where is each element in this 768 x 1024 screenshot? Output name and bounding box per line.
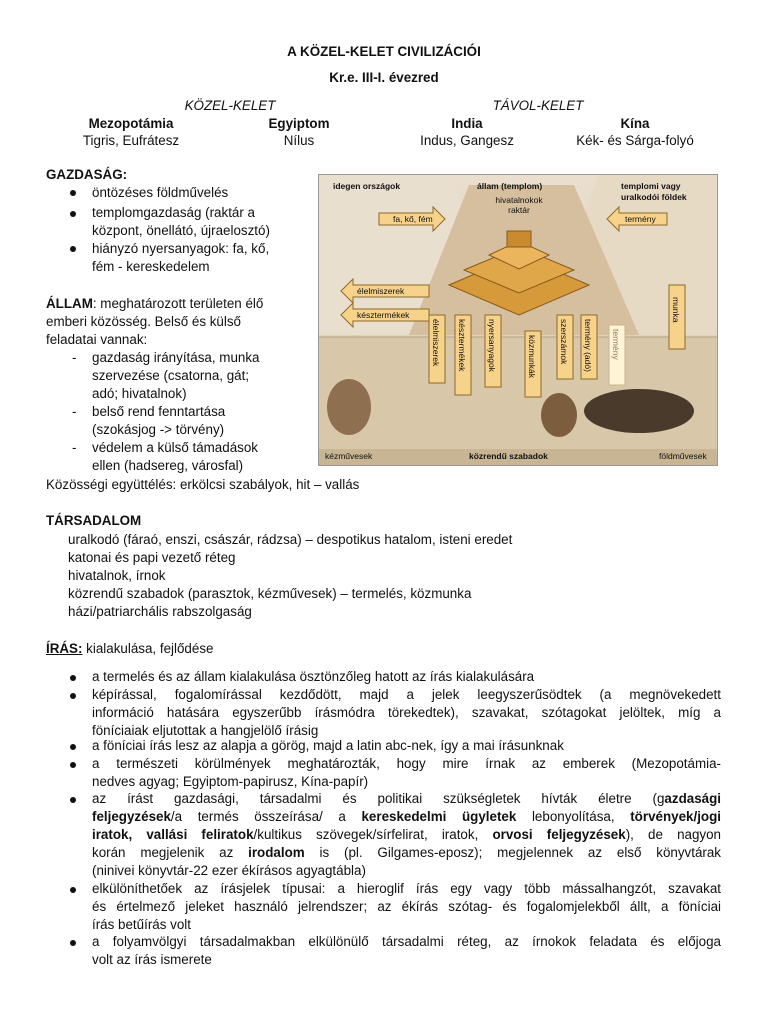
state-item: adó; hivatalnok) <box>92 386 187 401</box>
bullet <box>70 675 76 681</box>
economy-item: hiányzó nyersanyagok: fa, kő, <box>92 241 270 256</box>
writing-line: a termelés és az állam kialakulása ösztönzőleg hatott az írás kialakulására <box>92 669 535 684</box>
writing-span-bold: feljegyzések <box>92 809 171 824</box>
state-item: védelem a külső támadások <box>92 440 258 455</box>
arrow-label: termény <box>611 329 621 360</box>
diagram-label: földművesek <box>659 451 707 461</box>
bullet <box>70 693 76 699</box>
arrow-label: élelmiszerek <box>431 319 441 367</box>
region-india: India <box>451 116 483 131</box>
state-item: ellen (hadsereg, városfal) <box>92 458 244 473</box>
diagram-label: hivatalnokok <box>495 195 543 205</box>
bullet <box>70 744 76 750</box>
arrow-label: nyersanyagok <box>487 319 497 372</box>
writing-line <box>92 791 721 806</box>
diagram-label: állam (templom) <box>477 181 543 191</box>
writing-line <box>92 827 721 842</box>
writing-line <box>92 845 721 860</box>
society-line: közrendű szabadok (parasztok, kézművesek) – termelés, közmunka <box>68 586 472 601</box>
diagram-label: uralkodói földek <box>621 192 687 202</box>
arrow-label: szerszámok <box>559 319 569 365</box>
arrow-label: élelmiszerek <box>357 286 405 296</box>
bullet <box>70 762 76 768</box>
writing-heading: ÍRÁS: <box>46 641 83 656</box>
society-line: katonai és papi vezető réteg <box>68 550 236 565</box>
dash: - <box>72 404 77 419</box>
state-item: belső rend fenntartása <box>92 404 226 419</box>
dash: - <box>72 350 77 365</box>
writing-span-bold: irodalom <box>248 845 305 860</box>
economy-item: központ, önellátó, újraelosztó) <box>92 223 270 238</box>
rivers-mezopotamia: Tigris, Eufrátesz <box>82 133 180 148</box>
arrow-label: munka <box>671 297 681 323</box>
writing-line <box>92 809 721 824</box>
arrow-label: fa, kő, fém <box>393 214 433 224</box>
diagram-label: kézművesek <box>325 451 373 461</box>
arrow-label: termény <box>625 214 656 224</box>
economy-heading: GAZDASÁG: <box>46 167 128 182</box>
writing-span: /a termés összeírása/ a <box>170 809 362 824</box>
writing-span-bold: iratok, vallási feliratok <box>92 827 254 842</box>
state-heading: ÁLLAM <box>46 296 93 311</box>
society-heading: TÁRSADALOM <box>46 513 142 528</box>
writing-span: /kultikus szövegek/sírfelirat, iratok, <box>253 827 493 842</box>
writing-line: és értelmező jeleket használó jelrendszer; az ékírás szótag- és fogalomjelekből állt, a föníciai <box>92 899 721 914</box>
writing-line: (ninivei könyvtár-22 ezer ékírásos agyagtábla) <box>92 863 366 878</box>
society-line: uralkodó (fáraó, enszi, császár, rádzsa) – despotikus hatalom, isteni eredet <box>68 532 513 547</box>
diagram-illustration <box>319 175 717 465</box>
economy-item: templomgazdaság (raktár a <box>92 205 255 220</box>
economy-item: fém - kereskedelem <box>92 259 210 274</box>
bullet <box>70 797 76 803</box>
community-line: Közösségi együttélés: erkölcsi szabályok, hit – vallás <box>46 477 360 492</box>
bullet <box>70 887 76 893</box>
bullet <box>70 246 76 252</box>
writing-span-bold: azdasági <box>664 791 721 806</box>
page-title: A KÖZEL-KELET CIVILIZÁCIÓI <box>287 44 481 59</box>
state-intro: : meghatározott területen élő <box>92 296 264 311</box>
state-economy-diagram <box>318 174 718 466</box>
far-east-label: TÁVOL-KELET <box>492 98 584 113</box>
state-intro-line <box>46 296 263 311</box>
writing-span: ), de nagyon <box>625 827 722 842</box>
near-east-label: KÖZEL-KELET <box>184 98 276 113</box>
writing-span: lebonyolítása, <box>516 809 631 824</box>
writing-line: a folyamvölgyi társadalmakban elkülönülő társadalmi réteg, az írnokok feladata és előjoga <box>92 934 721 949</box>
writing-span: korán megjelenik az <box>92 845 249 860</box>
writing-line: volt az írás ismerete <box>92 952 212 967</box>
writing-line: a természeti körülmények meghatározták, hogy mire írnak az emberek (Mezopotámia- <box>92 756 721 771</box>
writing-span: is (pl. Gilgames-eposz); megjelennek az első könyvtárak <box>304 845 722 860</box>
page-subtitle: Kr.e. III-I. évezred <box>329 70 439 85</box>
rivers-india: Indus, Gangesz <box>420 133 514 148</box>
diagram-label: raktár <box>508 205 530 215</box>
state-item: gazdaság irányítása, munka <box>92 350 260 365</box>
writing-line: nedves agyag; Egyiptom-papirusz, Kína-papír) <box>92 774 369 789</box>
writing-line: elkülöníthetőek az írásjelek típusai: a hieroglif írás egy vagy több mássalhangzót, szavakat <box>92 881 721 896</box>
arrow-label: termény (adó) <box>583 319 593 372</box>
society-line: házi/patriarchális rabszolgaság <box>68 604 252 619</box>
writing-heading-line <box>46 641 213 656</box>
bullet <box>70 211 76 217</box>
diagram-label: templomi vagy <box>621 181 681 191</box>
writing-span-bold: orvosi feljegyzések <box>492 827 626 842</box>
writing-line: föníciaiak eljutottak a hangjelölő írásig <box>92 723 319 738</box>
writing-heading-rest: kialakulása, fejlődése <box>82 641 214 656</box>
region-kina: Kína <box>620 116 650 131</box>
writing-line: a föníciai írás lesz az alapja a görög, majd a latin abc-nek, így a mai írásunknak <box>92 738 564 753</box>
diagram-label: idegen országok <box>333 181 401 191</box>
society-line: hivatalnok, írnok <box>68 568 166 583</box>
arrow-label: késztermékek <box>457 319 467 372</box>
writing-span-bold: kereskedelmi ügyletek <box>361 809 517 824</box>
region-mezopotamia: Mezopotámia <box>88 116 174 131</box>
writing-span: az írást gazdasági, társadalmi és politikai szükségletek hívták életre (g <box>92 791 665 806</box>
bullet <box>70 190 76 196</box>
state-item: szervezése (csatorna, gát; <box>92 368 250 383</box>
region-egyiptom: Egyiptom <box>268 116 330 131</box>
writing-line: információ hatására egyszerűbb írásmódra törekedtek), szavakat, szótagokat jelöltek, míg a <box>92 705 721 720</box>
writing-span-bold: törvények/jogi <box>630 809 722 824</box>
state-item: (szokásjog -> törvény) <box>92 422 225 437</box>
diagram-label: közrendű szabadok <box>469 451 548 461</box>
bullet <box>70 940 76 946</box>
rivers-kina: Kék- és Sárga-folyó <box>576 133 694 148</box>
state-intro-line: feladatai vannak: <box>46 332 148 347</box>
writing-line: írás betűírás volt <box>92 917 191 932</box>
writing-line: képírással, fogalomírással kezdődött, majd a jelek leegyszerűsödtek (a megnövekedett <box>92 687 721 702</box>
arrow-label: közmunkák <box>527 335 537 378</box>
economy-item: öntözéses földművelés <box>92 185 229 200</box>
state-intro-line: emberi közösség. Belső és külső <box>46 314 242 329</box>
dash: - <box>72 440 77 455</box>
arrow-label: késztermékek <box>357 310 410 320</box>
rivers-egyiptom: Nílus <box>283 133 315 148</box>
